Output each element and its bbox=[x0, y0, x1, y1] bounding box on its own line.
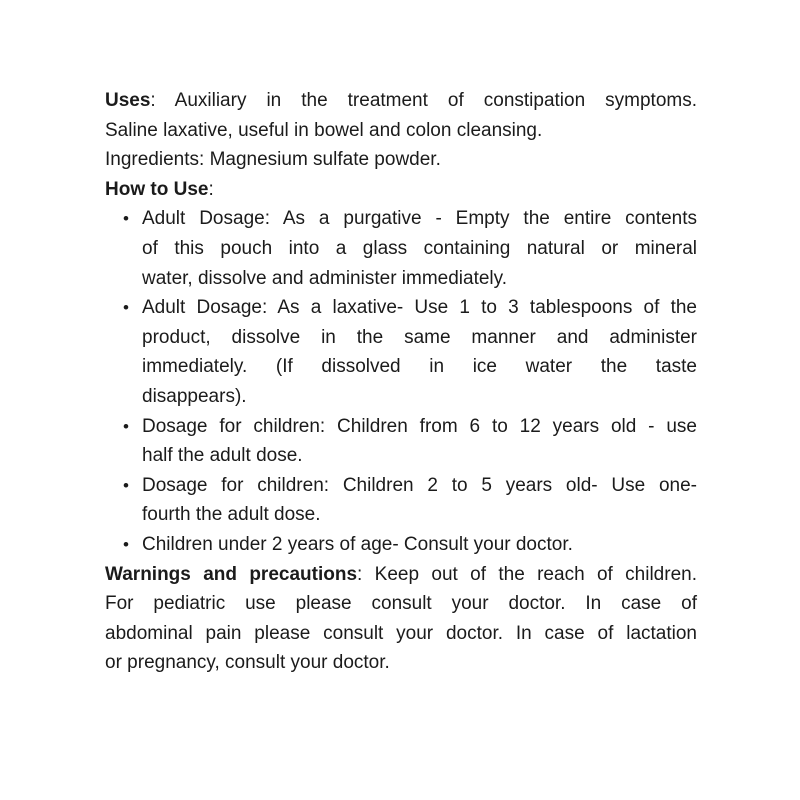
how-to-use-heading bbox=[105, 175, 697, 205]
text-line: Saline laxative, useful in bowel and colon cleansing. bbox=[105, 119, 543, 141]
text-line: immediately. (If dissolved in ice water the taste bbox=[142, 356, 697, 378]
text-line bbox=[105, 86, 697, 116]
warnings-label: Warnings and precautions bbox=[105, 563, 358, 585]
text-line: half the adult dose. bbox=[142, 445, 303, 467]
bullet-icon: • bbox=[123, 475, 129, 495]
text-line: Children under 2 years of age- Consult your doctor. bbox=[142, 533, 573, 555]
list-item-adult-laxative bbox=[123, 293, 697, 411]
text-line: product, dissolve in the same manner and administer bbox=[142, 326, 697, 348]
how-to-use-colon: : bbox=[208, 178, 214, 200]
text-line: For pediatric use please consult your doctor. In case of bbox=[105, 593, 697, 615]
bullet-icon: • bbox=[123, 416, 129, 436]
how-to-use-label: How to Use bbox=[105, 178, 209, 200]
text-line: Ingredients: Magnesium sulfate powder. bbox=[105, 149, 441, 171]
text-line: water, dissolve and administer immediately. bbox=[142, 267, 508, 289]
uses-paragraph bbox=[105, 86, 697, 145]
drug-label-document bbox=[105, 86, 697, 678]
bullet-icon: • bbox=[123, 534, 129, 554]
warnings-paragraph bbox=[105, 560, 697, 678]
ingredients-paragraph bbox=[105, 145, 697, 175]
list-item-children-under-2 bbox=[123, 530, 697, 560]
text-line bbox=[105, 175, 697, 205]
text-line: Dosage for children: Children from 6 to 12 years old - use bbox=[142, 415, 697, 437]
list-item-adult-purgative bbox=[123, 204, 697, 293]
text-line: fourth the adult dose. bbox=[142, 504, 321, 526]
text-line: abdominal pain please consult your doctor. In case of lactation bbox=[105, 622, 697, 644]
bullet-icon: • bbox=[123, 298, 129, 318]
list-item-children-6-12 bbox=[123, 412, 697, 471]
text-line bbox=[105, 560, 697, 590]
list-item-children-2-5 bbox=[123, 471, 697, 530]
uses-text: : Auxiliary in the treatment of constipation symptoms. bbox=[150, 90, 697, 111]
text-line: Adult Dosage: As a purgative - Empty the entire contents bbox=[142, 208, 697, 230]
text-line: disappears). bbox=[142, 385, 247, 407]
uses-label: Uses bbox=[105, 90, 151, 111]
dosage-list bbox=[105, 204, 697, 559]
text-line: of this pouch into a glass containing natural or mineral bbox=[142, 237, 697, 259]
text-line: Dosage for children: Children 2 to 5 years old- Use one- bbox=[142, 474, 697, 496]
text-line: Adult Dosage: As a laxative- Use 1 to 3 tablespoons of the bbox=[142, 297, 697, 319]
warnings-text: : Keep out of the reach of children. bbox=[357, 563, 697, 585]
bullet-icon: • bbox=[123, 209, 129, 229]
text-line: or pregnancy, consult your doctor. bbox=[105, 652, 390, 674]
